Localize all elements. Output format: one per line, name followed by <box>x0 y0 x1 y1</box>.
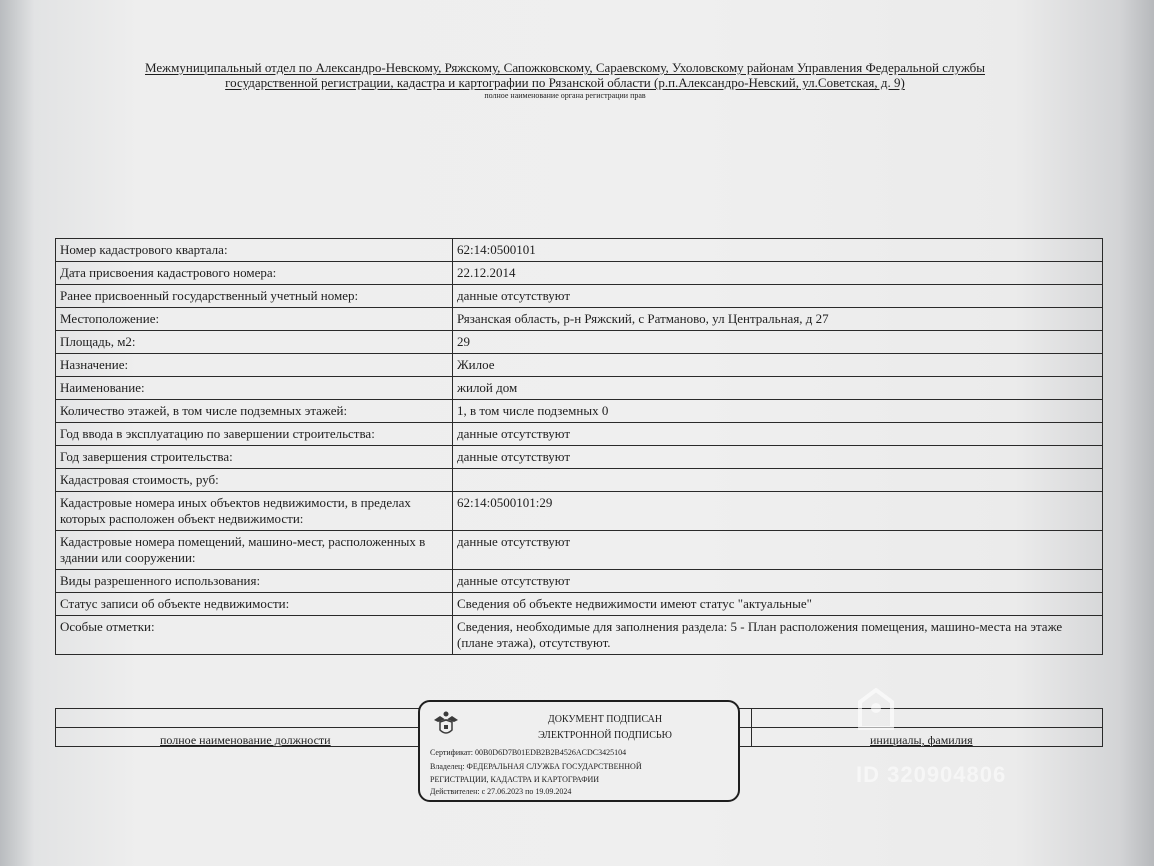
property-value: Рязанская область, р-н Ряжский, с Ратманово, ул Центральная, д 27 <box>453 308 1103 331</box>
property-row <box>56 377 1103 400</box>
property-row <box>56 239 1103 262</box>
property-row <box>56 469 1103 492</box>
property-value: 62:14:0500101:29 <box>453 492 1103 531</box>
property-row <box>56 331 1103 354</box>
property-label: Кадастровые номера помещений, машино-мест, расположенных в здании или сооружении: <box>56 531 453 570</box>
property-value: данные отсутствуют <box>453 531 1103 570</box>
property-label: Год завершения строительства: <box>56 446 453 469</box>
property-row <box>56 423 1103 446</box>
property-value: 29 <box>453 331 1103 354</box>
property-row <box>56 593 1103 616</box>
stamp-title-2: ЭЛЕКТРОННОЙ ПОДПИСЬЮ <box>538 730 672 741</box>
stamp-owner-line2: РЕГИСТРАЦИИ, КАДАСТРА И КАРТОГРАФИИ <box>430 775 600 784</box>
property-value: данные отсутствуют <box>453 570 1103 593</box>
property-label: Особые отметки: <box>56 616 453 655</box>
property-row <box>56 262 1103 285</box>
registry-office-caption: полное наименование органа регистрации прав <box>484 91 646 100</box>
position-cell <box>56 709 421 728</box>
property-value: данные отсутствуют <box>453 446 1103 469</box>
property-label: Количество этажей, в том числе подземных этажей: <box>56 400 453 423</box>
property-value: 62:14:0500101 <box>453 239 1103 262</box>
property-label: Кадастровая стоимость, руб: <box>56 469 453 492</box>
registry-office-name-line2: государственной регистрации, кадастра и картографии по Рязанской области (р.п.Александро-Невский, ул.Советская, д. 9) <box>225 75 905 90</box>
property-label: Номер кадастрового квартала: <box>56 239 453 262</box>
property-value: 1, в том числе подземных 0 <box>453 400 1103 423</box>
property-row <box>56 354 1103 377</box>
property-value: 22.12.2014 <box>453 262 1103 285</box>
stamp-owner-line1: Владелец: ФЕДЕРАЛЬНАЯ СЛУЖБА ГОСУДАРСТВЕННОЙ <box>430 762 642 771</box>
name-caption: инициалы, фамилия <box>870 733 973 747</box>
property-value <box>453 469 1103 492</box>
property-row <box>56 285 1103 308</box>
property-value: Жилое <box>453 354 1103 377</box>
rosreestr-emblem-icon <box>430 708 462 738</box>
property-row <box>56 446 1103 469</box>
property-label: Кадастровые номера иных объектов недвижимости, в пределах которых расположен объект недвижимости: <box>56 492 453 531</box>
property-value: Сведения, необходимые для заполнения раздела: 5 - План расположения помещения, машино-места на этаже (плане этажа), отсутствуют. <box>453 616 1103 655</box>
property-label: Виды разрешенного использования: <box>56 570 453 593</box>
property-details-table <box>55 238 1103 655</box>
electronic-signature-stamp <box>418 700 740 802</box>
cian-watermark <box>852 680 1062 790</box>
property-label: Дата присвоения кадастрового номера: <box>56 262 453 285</box>
stamp-title-1: ДОКУМЕНТ ПОДПИСАН <box>547 714 663 725</box>
property-row <box>56 570 1103 593</box>
property-row <box>56 531 1103 570</box>
property-label: Местоположение: <box>56 308 453 331</box>
property-row <box>56 308 1103 331</box>
cian-listing-id: ID 320904806 <box>856 762 1007 787</box>
property-label: Статус записи об объекте недвижимости: <box>56 593 453 616</box>
property-row <box>56 616 1103 655</box>
document-header <box>60 60 1070 102</box>
property-value: Сведения об объекте недвижимости имеют статус "актуальные" <box>453 593 1103 616</box>
property-label: Ранее присвоенный государственный учетный номер: <box>56 285 453 308</box>
property-value: жилой дом <box>453 377 1103 400</box>
property-row <box>56 400 1103 423</box>
stamp-validity: Действителен: с 27.06.2023 по 19.09.2024 <box>430 787 572 796</box>
property-row <box>56 492 1103 531</box>
property-label: Площадь, м2: <box>56 331 453 354</box>
cian-house-icon <box>858 688 894 730</box>
property-value: данные отсутствуют <box>453 423 1103 446</box>
property-label: Наименование: <box>56 377 453 400</box>
property-value: данные отсутствуют <box>453 285 1103 308</box>
stamp-certificate: Сертификат: 00B0D6D7B01EDB2B2B4526ACDC3425104 <box>430 748 627 757</box>
property-label: Назначение: <box>56 354 453 377</box>
position-caption: полное наименование должности <box>160 733 331 747</box>
registry-office-name-line1: Межмуниципальный отдел по Александро-Невскому, Ряжскому, Сапожковскому, Сараевскому, Ухоловскому районам Управления Федеральной службы <box>145 60 985 75</box>
property-details-body <box>56 239 1103 655</box>
property-label: Год ввода в эксплуатацию по завершении строительства: <box>56 423 453 446</box>
